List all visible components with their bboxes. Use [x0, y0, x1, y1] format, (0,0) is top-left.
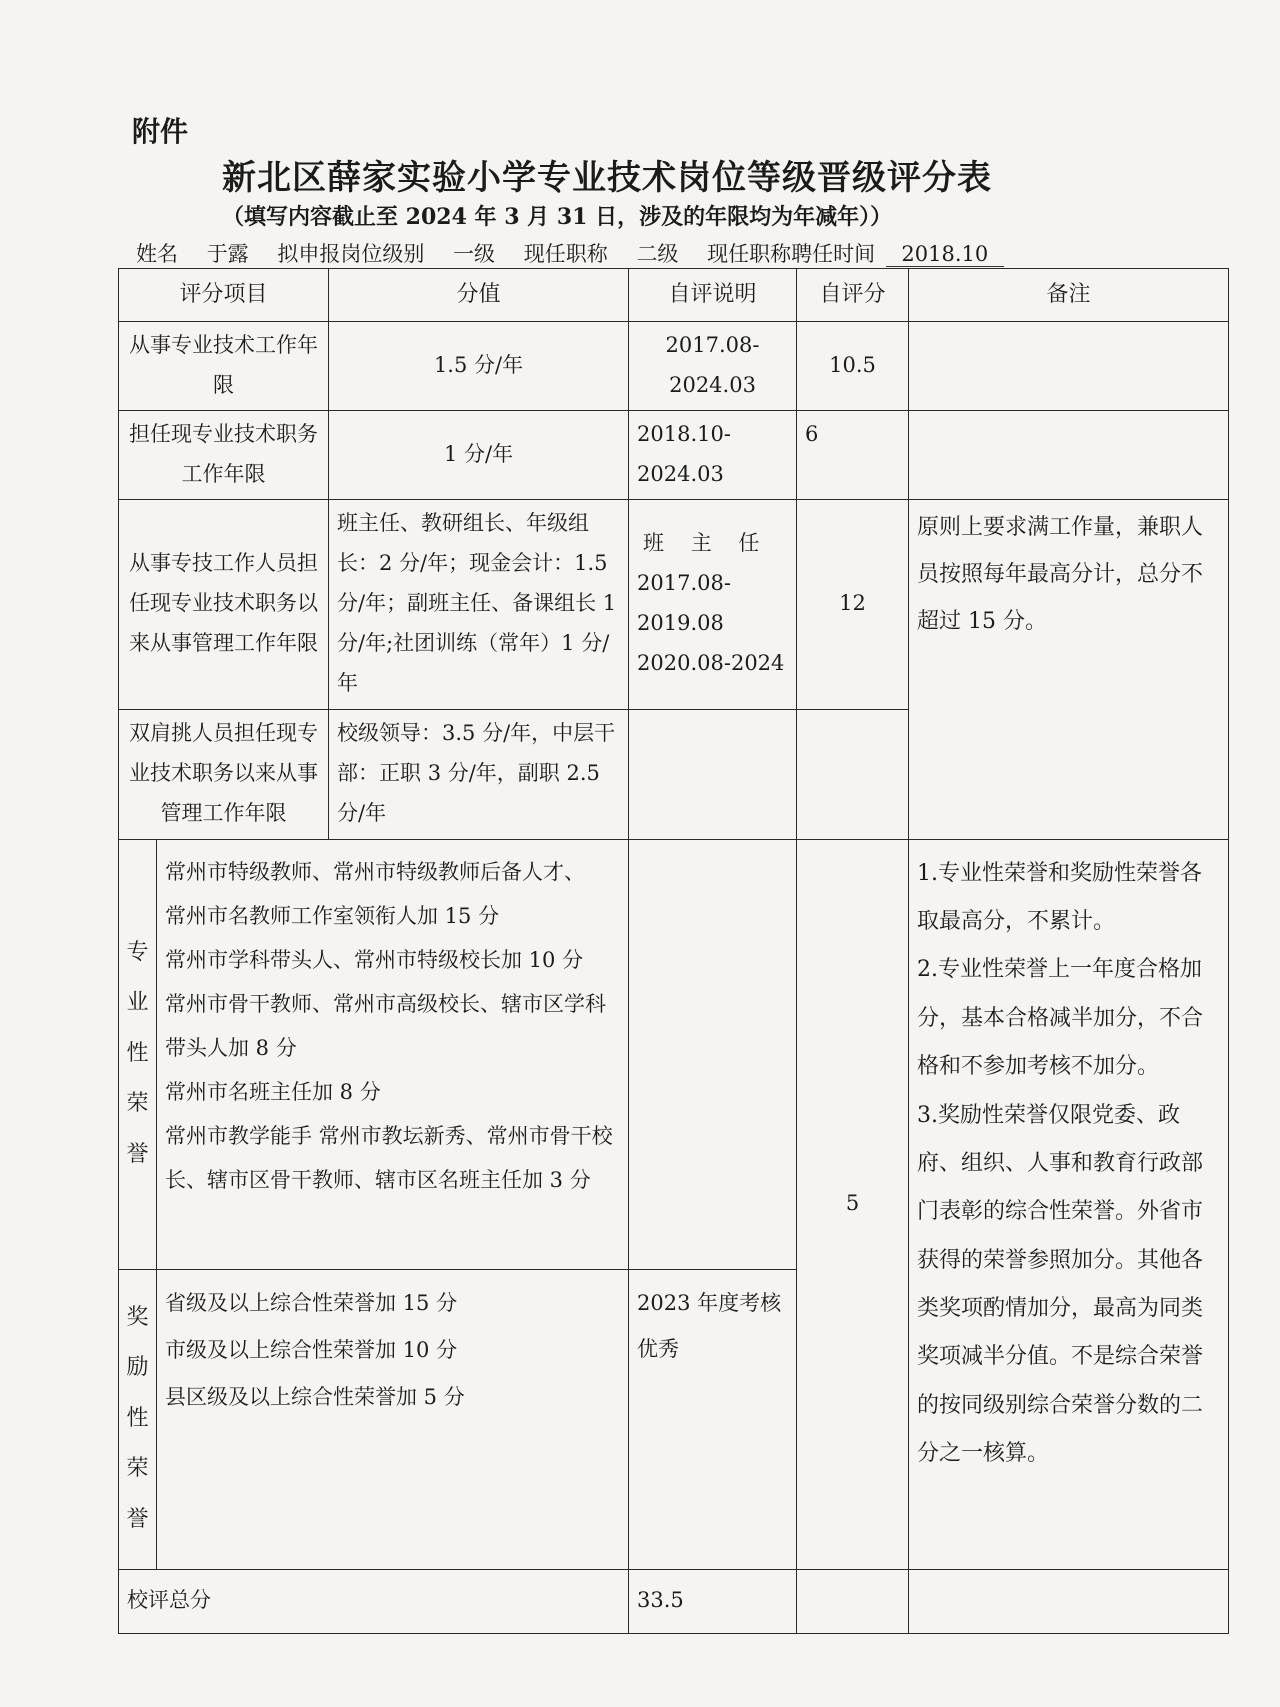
page-title: 新北区薛家实验小学专业技术岗位等级晋级评分表 — [222, 158, 992, 198]
row1-score: 1.5 分/年 — [329, 322, 629, 411]
row4-desc — [629, 709, 797, 839]
level-value: 一级 — [435, 238, 513, 269]
row1-self-score: 10.5 — [797, 322, 909, 411]
row3-desc-line3: 2020.08-2024 — [637, 650, 785, 675]
table-row — [119, 839, 1229, 1269]
page-subtitle: （填写内容截止至 2024 年 3 月 31 日，涉及的年限均为年减年）） — [222, 204, 893, 230]
honor-notes — [909, 839, 1229, 1569]
row3-desc — [629, 499, 797, 709]
header-score: 分值 — [329, 269, 629, 322]
row3-score: 班主任、教研组长、年级组长：2 分/年；现金会计：1.5 分/年；副班主任、备课组长 1 分/年;社团训练（常年）1 分/年 — [329, 499, 629, 709]
honor-self-score: 5 — [797, 839, 909, 1569]
total-empty — [797, 1569, 909, 1633]
applicant-info — [136, 238, 1008, 269]
row3-remark: 原则上要求满工作量，兼职人员按照每年最高分计，总分不超过 15 分。 — [909, 499, 1229, 839]
professional-honor-desc — [629, 839, 797, 1269]
list-item: 2.专业性荣誉上一年度合格加分，基本合格减半加分，不合格和不参加考核不加分。 — [917, 957, 1204, 1080]
reward-honor-desc: 2023 年度考核优秀 — [629, 1269, 797, 1569]
header-item: 评分项目 — [119, 269, 329, 322]
total-label: 校评总分 — [119, 1569, 629, 1633]
row1-desc: 2017.08-2024.03 — [629, 322, 797, 411]
table-row — [119, 410, 1229, 499]
row4-item: 双肩挑人员担任现专业技术职务以来从事管理工作年限 — [119, 709, 329, 839]
total-row — [119, 1569, 1229, 1633]
level-label: 拟申报岗位级别 — [277, 242, 425, 266]
attachment-label: 附件 — [132, 115, 189, 148]
hire-label: 现任职称聘任时间 — [707, 242, 876, 266]
list-item: 市级及以上综合性荣誉加 10 分 — [165, 1337, 458, 1362]
list-item: 常州市特级教师、常州市特级教师后备人才、 — [165, 859, 585, 884]
list-item: 常州市名教师工作室领衔人加 15 分 — [165, 903, 500, 928]
total-remark — [909, 1569, 1229, 1633]
row2-item: 担任现专业技术职务工作年限 — [119, 410, 329, 499]
list-item: 县区级及以上综合性荣誉加 5 分 — [165, 1385, 465, 1410]
reward-honor-content — [157, 1269, 629, 1569]
row2-score: 1 分/年 — [329, 410, 629, 499]
name-value: 于露 — [189, 238, 267, 269]
row1-remark — [909, 322, 1229, 411]
table-row — [119, 499, 1229, 709]
row1-item: 从事专业技术工作年限 — [119, 322, 329, 411]
name-label: 姓名 — [136, 242, 178, 266]
score-table — [118, 268, 1229, 1634]
row2-remark — [909, 410, 1229, 499]
row3-item: 从事专技工作人员担任现专业技术职务以来从事管理工作年限 — [119, 499, 329, 709]
header-self-desc: 自评说明 — [629, 269, 797, 322]
row2-self-score: 6 — [797, 410, 909, 499]
professional-honor-label: 专 业 性 荣 誉 — [119, 839, 157, 1269]
title-label: 现任职称 — [523, 242, 608, 266]
row2-desc: 2018.10-2024.03 — [629, 410, 797, 499]
list-item: 常州市名班主任加 8 分 — [165, 1080, 381, 1105]
row3-desc-line1: 班 主 任 — [643, 531, 770, 556]
list-item: 1.专业性荣誉和奖励性荣誉各取最高分，不累计。 — [917, 860, 1203, 934]
row3-self-score: 12 — [797, 499, 909, 709]
row3-desc-line2: 2017.08-2019.08 — [637, 571, 731, 636]
list-item: 省级及以上综合性荣誉加 15 分 — [165, 1290, 458, 1315]
list-item: 常州市骨干教师、常州市高级校长、辖市区学科带头人加 8 分 — [165, 991, 606, 1060]
table-row — [119, 322, 1229, 411]
list-item: 常州市学科带头人、常州市特级校长加 10 分 — [165, 947, 584, 972]
reward-honor-label: 奖 励 性 荣 誉 — [119, 1269, 157, 1569]
row4-score: 校级领导：3.5 分/年，中层干部：正职 3 分/年，副职 2.5 分/年 — [329, 709, 629, 839]
professional-honor-content — [157, 839, 629, 1269]
header-remark: 备注 — [909, 269, 1229, 322]
list-item: 常州市教学能手 常州市教坛新秀、常州市骨干校长、辖市区骨干教师、辖市区名班主任加 3 分 — [165, 1124, 613, 1193]
hire-value: 2018.10 — [886, 242, 1004, 267]
total-value: 33.5 — [629, 1569, 797, 1633]
list-item: 3.奖励性荣誉仅限党委、政府、组织、人事和教育行政部门表彰的综合性荣誉。外省市获得的荣誉参照加分。其他各类奖项酌情加分，最高为同类奖项减半分值。不是综合荣誉的按同级别综合荣誉分数的二分之一核算。 — [917, 1102, 1204, 1467]
title-value: 二级 — [618, 238, 696, 269]
table-header-row — [119, 269, 1229, 322]
header-self-score: 自评分 — [797, 269, 909, 322]
row4-self-score — [797, 709, 909, 839]
